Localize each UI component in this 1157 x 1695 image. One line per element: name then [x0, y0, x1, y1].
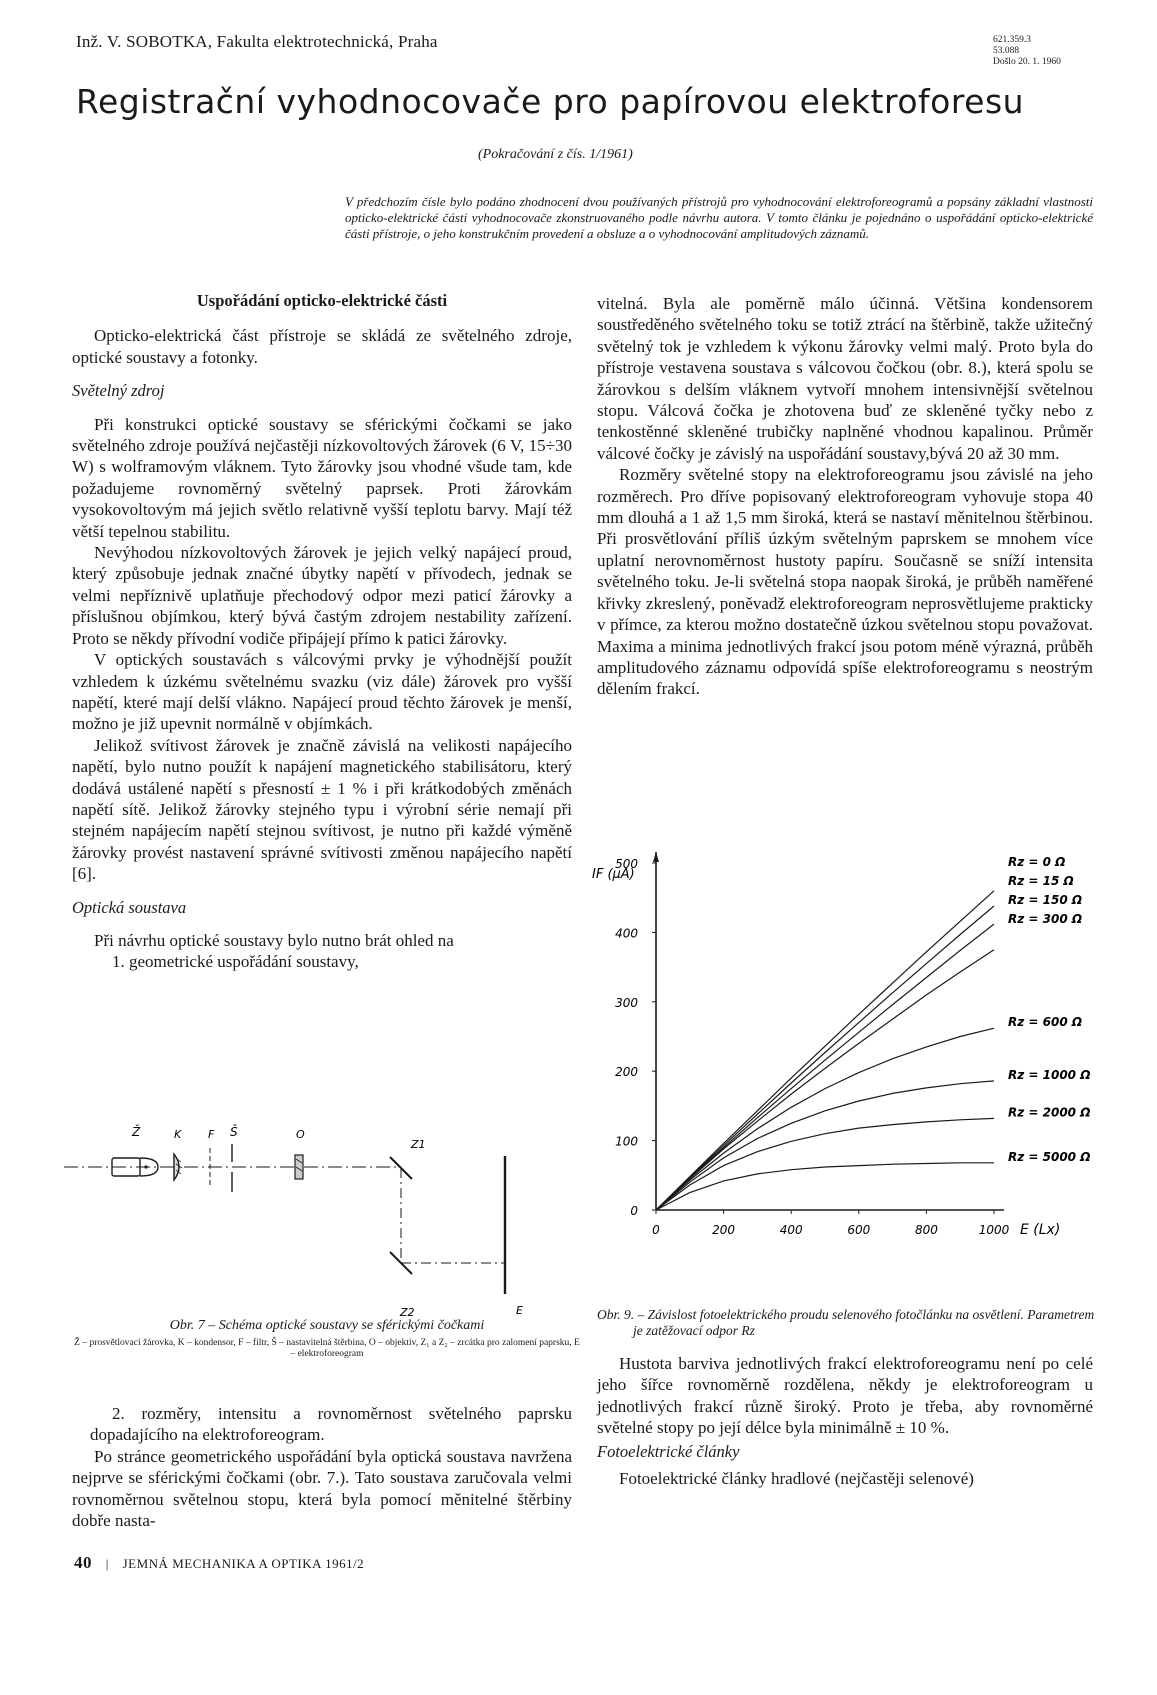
paragraph: Rozměry světelné stopy na elektroforeogramu jsou závislé na jeho rozměrech. Pro dříve popisovaný elektroforeogram vyhovuje stopa 40 mm dlouhá a 1 až 1,5 mm široká, která se nastaví měnitelnou štěrbinou. Při prosvětlování příliš úzkým světelným paprskem se mnohem více uplatní nerovnoměrnost hustoty papíru. Současně se sníží intensita světelného toku. Je-li světelná stopa naopak široká, je průběh naměřené křivky zkreslený, poněvadž elektroforeogram neprosvětlujeme prakticky v přímce, za kterou možno dostatečně úzkou světelnou stopu považovat. Maxima a minima jednotlivých frakcí jsou potom méně výrazná, průběh amplitudového záznamu odpovídá spíše elektroforeogramu s neostrým dělením frakcí. [597, 465, 1093, 699]
paragraph: Hustota barviva jednotlivých frakcí elektroforeogramu není po celé jeho šířce rovnoměrně rozdělena, někdy je elektroforeogram u jednotlivých frakcí různě široký. Proto je třeba, aby rovnoměrné světelné stopy po její délce byla minimálně ± 10 %. [597, 1354, 1093, 1438]
figure-7-legend: Ž – prosvětlovací žárovka, K – kondensor, F – filtr, Š – nastavitelná štěrbina, O – objektiv, Z₁ a Z₂ – zrcátka pro zalomení paprsku, E – elektroforeogram [74, 1338, 580, 1359]
label-bulb: Ž [132, 1125, 141, 1139]
label-objective: O [296, 1128, 305, 1141]
x-tick-label: 0 [652, 1223, 660, 1237]
series-line [656, 1028, 994, 1210]
paragraph: vitelná. Byla ale poměrně málo účinná. Většina kondensorem soustředěného světelného toku se totiž ztrácí na štěrbině, takže užitečný světelný tok je vzhledem k výkonu žárovky velmi malý. Proto byla do přístroje vestavena soustava s válcovou čočkou (obr. 8.), která spolu se žárovkou s delším vláknem vytvoří mnohem intensivnější světelnou stopu. Válcová čočka je zhotovena buď ze skleněné tyčky nebo z tenkostěnné skleněné trubičky naplněné vhodnou kapalinou. Průměr válcové čočky je závislý na uspořádání soustavy,bývá 20 až 30 mm. [597, 294, 1093, 463]
label-filter: F [208, 1128, 215, 1141]
footer-separator: | [105, 1556, 109, 1571]
series-line [656, 950, 994, 1210]
figure-7-title: Obr. 7 – Schéma optické soustavy se sférickými čočkami [169, 1318, 485, 1333]
subheading-photocells: Fotoelektrické články [597, 1441, 740, 1461]
abstract: V předchozím čísle bylo podáno zhodnocení dvou používaných přístrojů pro vyhodnocování elektroforeogramů a popsány základní vlastnosti opticko-elektrické části vyhodnocovače zkonstruovaného podle návrhu autora. V tomto článku je pojednáno o uspořádání opticko-elektrické části přístroje, o jeho konstrukčním provedení a obsluze a o vyhodnocování amplitudových záznamů. [345, 194, 1093, 241]
page-number: 40 [74, 1553, 92, 1572]
paragraph: Při návrhu optické soustavy bylo nutno brát ohled na [94, 930, 454, 950]
journal-name: JEMNÁ MECHANIKA A OPTIKA 1961/2 [122, 1556, 365, 1571]
y-tick-label: 400 [615, 926, 638, 941]
x-tick-label: 1000 [978, 1223, 1010, 1237]
series-label: Rz = 150 Ω [1008, 893, 1083, 907]
x-tick-label: 600 [847, 1223, 871, 1237]
label-mirror-2: Z2 [400, 1306, 415, 1319]
series-label: Rz = 15 Ω [1008, 874, 1074, 888]
optical-schematic [60, 1112, 590, 1322]
x-tick-label: 200 [712, 1223, 736, 1237]
y-tick-label: 0 [630, 1204, 638, 1218]
label-slit: Š [230, 1125, 238, 1139]
paragraph: Opticko-elektrická část přístroje se skládá ze světelného zdroje, optické soustavy a fotonky. [72, 326, 572, 367]
udc-block [993, 35, 1061, 68]
figure-9 [590, 852, 1110, 1262]
list-item: 2. rozměry, intensitu a rovnoměrnost světelného paprsku dopadajícího na elektroforeogram. [90, 1404, 572, 1445]
udc-code-1: 621.359.3 [993, 35, 1031, 45]
list-item: 1. geometrické uspořádání soustavy, [112, 952, 359, 972]
continued-note: (Pokračování z čís. 1/1961) [478, 147, 633, 162]
series-label: Rz = 0 Ω [1008, 855, 1066, 869]
paragraph: Po stránce geometrického uspořádání byla optická soustava navržena nejprve se sférickými čočkami (obr. 7.). Tato soustava zaručovala velmi rovnoměrnou světelnou stopu, která byla pomocí měnitelné štěrbiny dobře nasta- [72, 1446, 572, 1531]
series-label: Rz = 1000 Ω [1008, 1067, 1091, 1082]
paragraph: V optických soustavách s válcovými prvky je výhodnější použít vzhledem k úzkému světelnému svazku (viz dále) žárovek pro vyšší napětí, které mají delší vlákno. Napájecí proud těchto žárovek je menší, možno je již upevnit normálně v objímkách. [72, 650, 572, 734]
y-axis-arrow [653, 852, 659, 862]
y-tick-label: 100 [615, 1134, 638, 1149]
received-date: Došlo 20. 1. 1960 [993, 57, 1061, 67]
y-tick-label: 500 [615, 857, 638, 871]
section-heading: Uspořádání opticko-elektrické části [196, 291, 448, 310]
page-footer [74, 1553, 364, 1573]
right-column-bottom [597, 1353, 1093, 1489]
paragraph: Jelikož svítivost žárovek je značně závislá na velikosti napájecího napětí, bylo nutno použít k napájení magnetického stabilisátoru, který dodává ustálené napětí s přesností ± 1 % i při krátkodobých změnách napětí sítě. Jelikož žárovky stejného typu i výrobní série nemají při stejném napájecím napětí stejnou svítivost, je nutno při každé výměně žárovky provést nastavení správné svítivosti změnou napájecího napětí [6]. [72, 735, 572, 884]
x-axis-label: E (Lx) [1020, 1222, 1061, 1238]
paragraph: Při konstrukci optické soustavy se sférickými čočkami se jako světelného zdroje používá nejčastěji nízkovoltových žárovek (6 V, 15÷30 W) s wolframovým vláknem. Tyto žárovky jsou vhodné všude tam, kde požadujeme rovnoměrný světelný paprsek. Proti žárovkám vysokovoltovým má jejich světlo relativně vyšší teplotu barvy. Mají též větší tepelnou stabilitu. [72, 414, 572, 541]
y-tick-label: 300 [615, 995, 638, 1010]
paragraph: Fotoelektrické články hradlové (nejčastěji selenové) [619, 1469, 974, 1489]
figure-7-caption [72, 1318, 582, 1360]
left-column [72, 290, 572, 973]
label-electrophoreogram: E [516, 1304, 523, 1317]
series-label: Rz = 5000 Ω [1008, 1149, 1091, 1164]
right-column [597, 293, 1093, 700]
article-title: Registrační vyhodnocovače pro papírovou elektroforesu [76, 82, 1025, 121]
author-line: Inž. V. SOBOTKA, Fakulta elektrotechnická, Praha [76, 32, 438, 51]
paragraph: Nevýhodou nízkovoltových žárovek je jejich velký napájecí proud, který způsobuje jednak značné úbytky napětí v přívodech, jednak se velmi nepříznivě uplatňuje přechodový odpor mezi paticí žárovky a příslušnou objímkou, který bývá častým zdrojem nestability zařízení. Proto se někdy přívodní vodiče připájejí přímo k patici žárovky. [72, 543, 572, 648]
photocurrent-chart [590, 852, 1110, 1262]
figure-9-caption: Obr. 9. – Závislost fotoelektrického proudu selenového fotočlánku na osvětlení. Parametrem je zatěžovací odpor Rz [597, 1307, 1095, 1338]
series-label: Rz = 600 Ω [1008, 1015, 1083, 1030]
series-line [656, 1081, 994, 1210]
subheading-light-source: Světelný zdroj [72, 381, 165, 401]
series-label: Rz = 300 Ω [1008, 912, 1083, 926]
left-column-bottom [72, 1403, 572, 1531]
bulb-filament [144, 1165, 147, 1168]
label-mirror-1: Z1 [411, 1138, 426, 1151]
y-axis-label: IF (μA) [592, 867, 635, 882]
label-condenser: K [174, 1128, 182, 1141]
y-tick-label: 200 [615, 1065, 638, 1080]
series-label: Rz = 2000 Ω [1008, 1105, 1091, 1120]
udc-code-2: 53.088 [993, 46, 1020, 56]
subheading-optical-system: Optická soustava [72, 897, 187, 917]
x-tick-label: 800 [914, 1223, 938, 1237]
x-tick-label: 400 [779, 1223, 803, 1237]
